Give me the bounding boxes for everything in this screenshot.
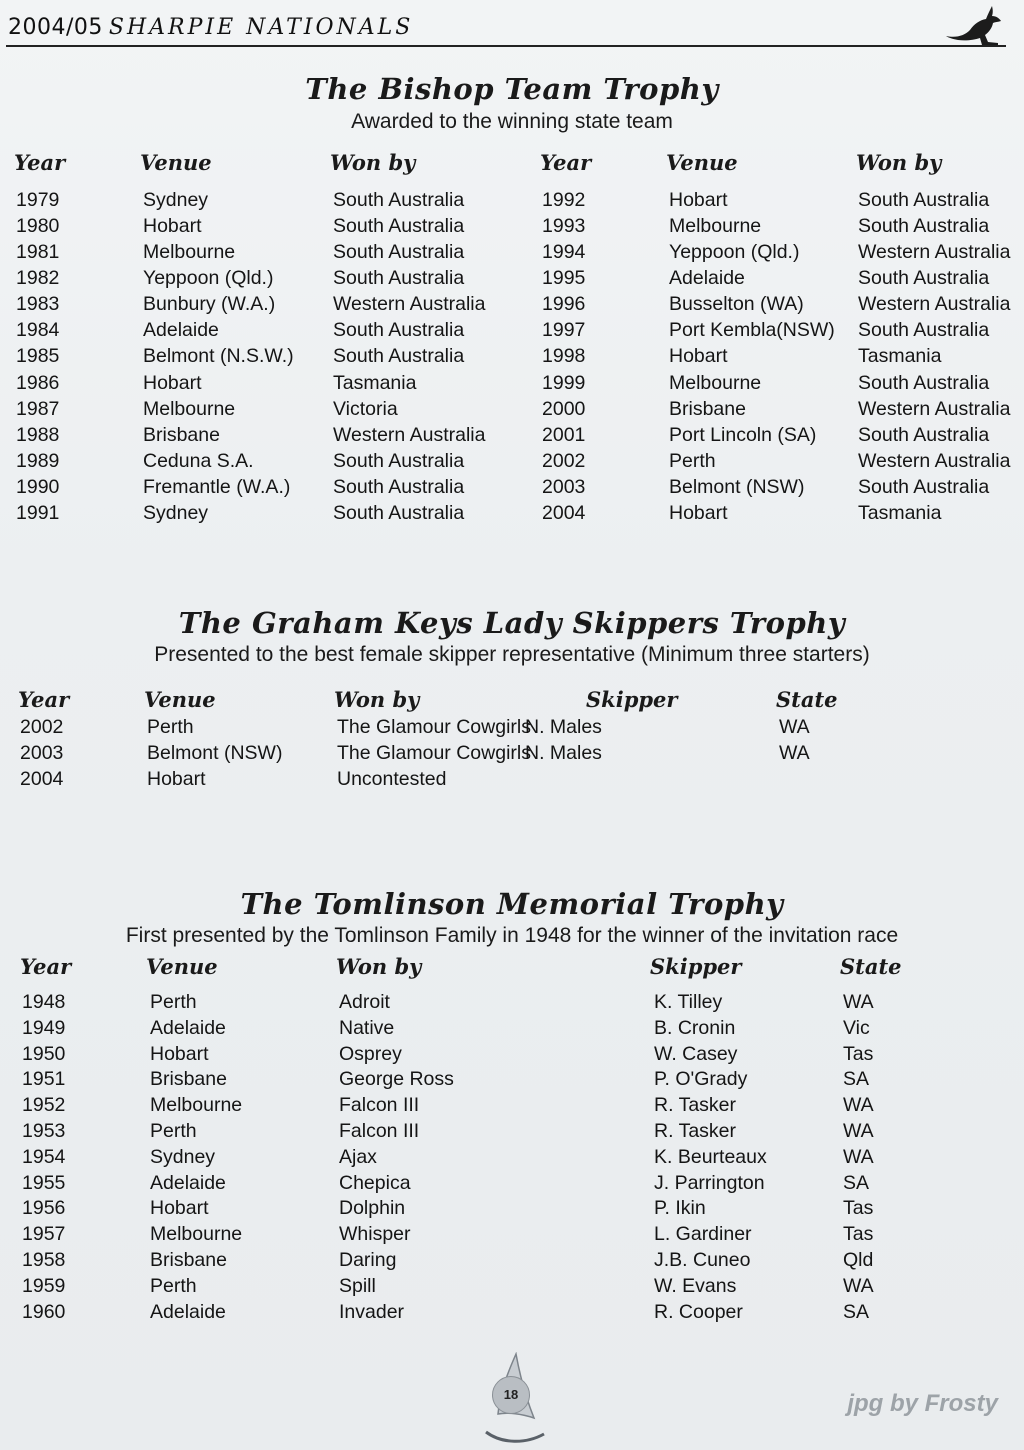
tomlinson-col-state: State (840, 954, 902, 979)
tomlinson-cell: Perth (150, 1274, 197, 1297)
bishop-cell: South Australia (333, 475, 465, 498)
tomlinson-cell: Spill (339, 1274, 376, 1297)
bishop-cell: South Australia (858, 371, 990, 394)
bishop-cell: 1993 (542, 215, 586, 238)
bishop-cell: South Australia (858, 319, 990, 342)
bishop-cell: Hobart (669, 189, 728, 211)
tomlinson-col-wonby: Won by (336, 954, 422, 979)
bishop-col-wonby-2: Won by (856, 150, 942, 175)
tomlinson-cell: SA (843, 1068, 870, 1091)
tomlinson-cell: R. Tasker (654, 1094, 736, 1117)
keys-cell: The Glamour Cowgirls (337, 742, 531, 764)
photo-credit: jpg by Frosty (847, 1390, 998, 1417)
tomlinson-cell: Brisbane (150, 1249, 227, 1271)
bishop-cell: Bunbury (W.A.) (143, 293, 276, 316)
header-title (8, 14, 413, 40)
bishop-cell: 2004 (542, 501, 586, 524)
bishop-cell: Belmont (NSW) (669, 475, 805, 498)
tomlinson-cell: WA (843, 1145, 874, 1168)
tomlinson-cell: P. Ikin (654, 1197, 706, 1220)
bishop-cell: 1982 (16, 267, 60, 290)
tomlinson-cell: SA (843, 1171, 870, 1194)
tomlinson-cell: Falcon III (339, 1120, 420, 1142)
bishop-cell: Melbourne (669, 215, 762, 238)
tomlinson-cell: Brisbane (150, 1068, 227, 1091)
bishop-cell: Port Kembla(NSW) (669, 319, 835, 342)
bishop-cell: South Australia (333, 241, 465, 264)
bishop-cell: South Australia (333, 267, 465, 290)
bishop-title: The Bishop Team Trophy (305, 72, 719, 106)
tomlinson-cell: George Ross (339, 1068, 454, 1091)
bishop-cell: Tasmania (858, 501, 942, 524)
bishop-cell: 1998 (542, 345, 586, 368)
tomlinson-cell: 1951 (22, 1068, 66, 1091)
bishop-cell: Tasmania (333, 371, 417, 394)
tomlinson-cell: 1949 (22, 1016, 66, 1039)
bishop-cell: 1996 (542, 293, 586, 316)
tomlinson-subtitle: First presented by the Tomlinson Family in 1948 for the winner of the invitation race (125, 924, 899, 947)
bishop-col-venue: Venue (140, 150, 212, 175)
header-year: 2004/05 (8, 15, 103, 40)
bishop-cell: Brisbane (669, 397, 746, 420)
tomlinson-cell: Native (339, 1016, 395, 1039)
keys-cell: Perth (147, 716, 194, 738)
tomlinson-cell: 1953 (22, 1120, 66, 1142)
tomlinson-cell: J.B. Cuneo (654, 1249, 751, 1271)
tomlinson-cell: B. Cronin (654, 1016, 736, 1039)
bishop-cell: South Australia (333, 345, 465, 368)
tomlinson-cell: Melbourne (150, 1094, 243, 1117)
tomlinson-cell: Whisper (339, 1223, 411, 1246)
bishop-cell: 1991 (16, 501, 60, 524)
bishop-cell: Sydney (143, 189, 209, 211)
bishop-cell: Yeppoon (Qld.) (143, 267, 274, 290)
tomlinson-cell: Chepica (339, 1171, 411, 1194)
tomlinson-title: The Tomlinson Memorial Trophy (240, 887, 784, 921)
bishop-cell: 1997 (542, 319, 586, 342)
bishop-cell: 1986 (16, 371, 60, 394)
tomlinson-cell: Tas (843, 1197, 874, 1220)
tomlinson-cell: W. Evans (654, 1274, 737, 1297)
tomlinson-cell: Perth (150, 1120, 197, 1142)
tomlinson-col-year: Year (20, 954, 72, 979)
bishop-cell: 1981 (16, 241, 60, 264)
tomlinson-cell: WA (843, 991, 874, 1013)
bishop-cell: Melbourne (143, 241, 236, 264)
bishop-cell: South Australia (333, 215, 465, 238)
bishop-cell: Perth (669, 449, 716, 472)
bishop-cell: South Australia (858, 215, 990, 238)
tomlinson-cell: Adelaide (150, 1171, 226, 1194)
tomlinson-cell: 1950 (22, 1042, 66, 1065)
bishop-cell: Busselton (WA) (669, 293, 804, 316)
bishop-col-year-2: Year (540, 150, 592, 175)
keys-cell: 2003 (20, 742, 64, 764)
bishop-cell: Western Australia (858, 241, 1011, 264)
tomlinson-cell: Adelaide (150, 1016, 226, 1039)
bishop-cell: Hobart (143, 371, 202, 394)
bishop-cell: Fremantle (W.A.) (143, 475, 291, 498)
bishop-cell: 1985 (16, 345, 60, 368)
bishop-subtitle: Awarded to the winning state team (351, 110, 673, 133)
keys-col-venue: Venue (144, 687, 216, 712)
keys-cell: N. Males (525, 742, 602, 764)
bishop-cell: 2001 (542, 423, 586, 446)
tomlinson-cell: Osprey (339, 1042, 402, 1065)
bishop-cell: Adelaide (143, 319, 219, 342)
bishop-cell: Western Australia (333, 293, 486, 316)
bishop-cell: 1994 (542, 241, 586, 264)
tomlinson-cell: R. Cooper (654, 1300, 743, 1323)
bishop-cell: South Australia (858, 423, 990, 446)
keys-col-wonby: Won by (334, 687, 420, 712)
tomlinson-cell: Melbourne (150, 1223, 243, 1246)
tomlinson-cell: 1957 (22, 1223, 66, 1246)
keys-cell: Belmont (NSW) (147, 742, 283, 764)
tomlinson-cell: WA (843, 1094, 874, 1117)
bishop-cell: 1995 (542, 267, 586, 290)
bishop-cell: 2000 (542, 397, 586, 420)
keys-title: The Graham Keys Lady Skippers Trophy (178, 606, 846, 640)
keys-col-year: Year (18, 687, 70, 712)
bishop-col-venue-2: Venue (666, 150, 738, 175)
tomlinson-cell: 1959 (22, 1274, 66, 1297)
bishop-cell: Melbourne (669, 371, 762, 394)
bishop-cell: 1990 (16, 475, 60, 498)
tomlinson-cell: Hobart (150, 1042, 209, 1065)
tomlinson-cell: 1954 (22, 1145, 66, 1168)
bishop-cell: Brisbane (143, 423, 220, 446)
bishop-cell: Western Australia (858, 397, 1011, 420)
bishop-cell: 2003 (542, 475, 586, 498)
tomlinson-cell: Vic (843, 1016, 870, 1039)
tomlinson-cell: J. Parrington (654, 1171, 765, 1194)
tomlinson-cell: Perth (150, 991, 197, 1013)
bishop-cell: Adelaide (669, 267, 745, 290)
bishop-cell: 1984 (16, 319, 60, 342)
keys-cell: Hobart (147, 768, 206, 790)
tomlinson-cell: Daring (339, 1249, 397, 1271)
tomlinson-cell: Adroit (339, 991, 390, 1013)
page-header (0, 0, 1024, 48)
bishop-cell: South Australia (333, 449, 465, 472)
keys-cell: WA (779, 716, 810, 738)
keys-cell: The Glamour Cowgirls (337, 716, 531, 738)
tomlinson-cell: R. Tasker (654, 1120, 736, 1142)
bishop-cell: South Australia (333, 319, 465, 342)
bishop-cell: 1980 (16, 215, 60, 238)
bishop-cell: 2002 (542, 449, 586, 472)
tomlinson-cell: 1948 (22, 991, 66, 1013)
bishop-cell: 1988 (16, 423, 60, 446)
bishop-cell: Ceduna S.A. (143, 449, 254, 472)
tomlinson-col-venue: Venue (146, 954, 218, 979)
tomlinson-cell: L. Gardiner (654, 1223, 752, 1246)
keys-cell: 2002 (20, 716, 64, 738)
bishop-cell: Western Australia (858, 449, 1011, 472)
tomlinson-cell: 1958 (22, 1249, 66, 1271)
tomlinson-cell: Ajax (339, 1145, 377, 1168)
bishop-cell: Yeppoon (Qld.) (669, 241, 800, 264)
tomlinson-cell: SA (843, 1300, 870, 1323)
tomlinson-cell: Sydney (150, 1145, 216, 1168)
keys-subtitle: Presented to the best female skipper representative (Minimum three starters) (154, 643, 870, 666)
tomlinson-cell: P. O'Grady (654, 1068, 748, 1091)
bishop-cell: Melbourne (143, 397, 236, 420)
bishop-cell: South Australia (858, 189, 990, 211)
tomlinson-cell: Hobart (150, 1197, 209, 1220)
bishop-cell: South Australia (858, 267, 990, 290)
keys-col-state: State (776, 687, 838, 712)
bishop-cell: 1983 (16, 293, 60, 316)
bishop-cell: Victoria (333, 397, 398, 420)
page-number-badge (492, 1376, 528, 1412)
tomlinson-cell: Dolphin (339, 1197, 406, 1220)
bishop-cell: Tasmania (858, 345, 942, 368)
tomlinson-cell: W. Casey (654, 1042, 738, 1065)
tomlinson-cell: 1952 (22, 1094, 66, 1117)
bishop-cell: Western Australia (333, 423, 486, 446)
tomlinson-cell: Falcon III (339, 1094, 420, 1117)
tomlinson-cell: Invader (339, 1300, 405, 1323)
bishop-cell: South Australia (333, 189, 465, 211)
bishop-cell: South Australia (333, 501, 465, 524)
bishop-cell: Hobart (669, 345, 728, 368)
keys-cell: Uncontested (337, 768, 447, 790)
kangaroo-icon (944, 2, 1004, 46)
bishop-cell: 1999 (542, 371, 586, 394)
header-rule (6, 45, 1006, 47)
bishop-cell: Western Australia (858, 293, 1011, 316)
bishop-cell: Sydney (143, 501, 209, 524)
tomlinson-cell: Qld (843, 1249, 874, 1271)
bishop-col-year: Year (14, 150, 66, 175)
bishop-cell: Port Lincoln (SA) (669, 423, 817, 446)
tomlinson-col-skipper: Skipper (650, 954, 742, 979)
tomlinson-cell: Tas (843, 1223, 874, 1246)
bishop-cell: Hobart (669, 501, 728, 524)
bishop-cell: Belmont (N.S.W.) (143, 345, 294, 368)
tomlinson-cell: 1956 (22, 1197, 66, 1220)
bishop-cell: South Australia (858, 475, 990, 498)
bishop-cell: 1987 (16, 397, 60, 420)
tomlinson-cell: K. Beurteaux (654, 1145, 767, 1168)
keys-cell: WA (779, 742, 810, 764)
bishop-cell: 1989 (16, 449, 60, 472)
tomlinson-cell: 1955 (22, 1171, 66, 1194)
header-event: SHARPIE NATIONALS (108, 15, 414, 40)
tomlinson-cell: 1960 (22, 1300, 66, 1323)
bishop-cell: 1992 (542, 189, 586, 211)
tomlinson-cell: WA (843, 1274, 874, 1297)
bishop-col-wonby: Won by (330, 150, 416, 175)
tomlinson-cell: Tas (843, 1042, 874, 1065)
tomlinson-cell: K. Tilley (654, 991, 723, 1013)
keys-col-skipper: Skipper (586, 687, 678, 712)
keys-cell: N. Males (525, 716, 602, 738)
bishop-cell: 1979 (16, 189, 60, 211)
tomlinson-cell: WA (843, 1120, 874, 1142)
tomlinson-cell: Adelaide (150, 1300, 226, 1323)
page-number: 18 (492, 1376, 530, 1414)
bishop-cell: Hobart (143, 215, 202, 238)
keys-cell: 2004 (20, 768, 64, 790)
